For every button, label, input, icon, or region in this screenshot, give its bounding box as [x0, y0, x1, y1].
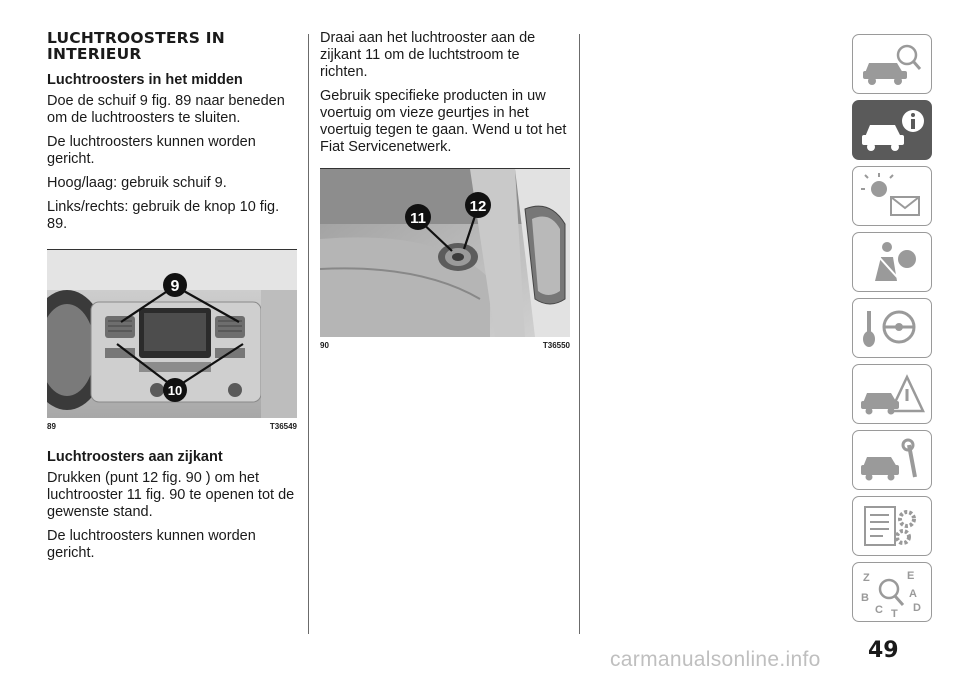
page-number: 49	[868, 638, 899, 663]
figure-code: T36549	[269, 422, 297, 431]
title-line-2: INTERIEUR	[47, 45, 142, 63]
column-divider	[579, 34, 580, 634]
car-warning-triangle-icon	[857, 369, 927, 419]
seatbelt-airbag-icon	[857, 237, 927, 287]
chapter-tab-emergency[interactable]	[852, 364, 932, 424]
svg-text:B: B	[861, 592, 869, 604]
chapter-tab-warning-lights[interactable]	[852, 166, 932, 226]
figure-90	[320, 168, 570, 350]
svg-text:A: A	[909, 588, 917, 600]
car-wrench-icon	[857, 435, 927, 485]
column-divider	[308, 34, 309, 634]
paragraph: Hoog/laag: gebruik schuif 9.	[47, 175, 227, 191]
paragraph: Gebruik specifieke producten in uw voertuig om vieze geurtjes in het voertuig tegen te gaan. Wend u tot het Fiat Servicenetwerk.	[320, 88, 567, 155]
watermark: carmanualsonline.info	[610, 648, 821, 671]
alphabetical-index-icon	[857, 567, 927, 617]
callout-9: 9	[170, 278, 180, 295]
key-steering-wheel-icon	[857, 303, 927, 353]
chapter-tab-knowing-vehicle[interactable]	[852, 34, 932, 94]
chapter-tab-starting-driving[interactable]	[852, 298, 932, 358]
callout-12: 12	[469, 198, 487, 215]
section-heading-side-vents: Luchtroosters aan zijkant	[47, 449, 223, 465]
chapter-tab-info[interactable]	[852, 100, 932, 160]
svg-text:E: E	[907, 570, 915, 582]
figure-caption	[47, 418, 297, 431]
figure-number: 90	[320, 341, 329, 350]
svg-text:T: T	[891, 608, 898, 617]
callout-11: 11	[410, 210, 426, 227]
chapter-tab-index[interactable]	[852, 562, 932, 622]
dashboard-vents-photo	[47, 250, 297, 418]
figure-number: 89	[47, 422, 56, 431]
side-vent-photo	[320, 169, 570, 337]
chapter-tab-technical-data[interactable]	[852, 496, 932, 556]
svg-text:C: C	[875, 604, 883, 616]
car-search-icon	[857, 39, 927, 89]
paragraph: Doe de schuif 9 fig. 89 naar beneden om de luchtroosters te sluiten.	[47, 93, 285, 126]
car-info-icon	[857, 105, 927, 155]
figure-89	[47, 249, 297, 431]
callout-10: 10	[167, 383, 183, 398]
specifications-gears-icon	[857, 501, 927, 551]
paragraph: Links/rechts: gebruik de knop 10 fig. 89.	[47, 199, 280, 232]
chapter-tab-maintenance[interactable]	[852, 430, 932, 490]
paragraph: De luchtroosters kunnen worden gericht.	[47, 528, 256, 561]
figure-caption	[320, 337, 570, 350]
paragraph: Drukken (punt 12 fig. 90 ) om het luchtrooster 11 fig. 90 te openen tot de gewenste stand.	[47, 470, 295, 520]
svg-text:D: D	[913, 602, 921, 614]
svg-text:Z: Z	[863, 572, 870, 584]
left-column	[47, 30, 297, 569]
figure-code: T36550	[542, 341, 570, 350]
paragraph: Draai aan het luchtrooster aan de zijkant 11 om de luchtstroom te richten.	[320, 30, 536, 80]
warning-light-message-icon	[857, 171, 927, 221]
chapter-tab-safety[interactable]	[852, 232, 932, 292]
page-title	[47, 30, 297, 62]
section-heading-center-vents: Luchtroosters in het midden	[47, 72, 243, 88]
right-column	[320, 30, 570, 350]
title-line-1: LUCHTROOSTERS IN	[47, 29, 225, 47]
paragraph: De luchtroosters kunnen worden gericht.	[47, 134, 256, 167]
